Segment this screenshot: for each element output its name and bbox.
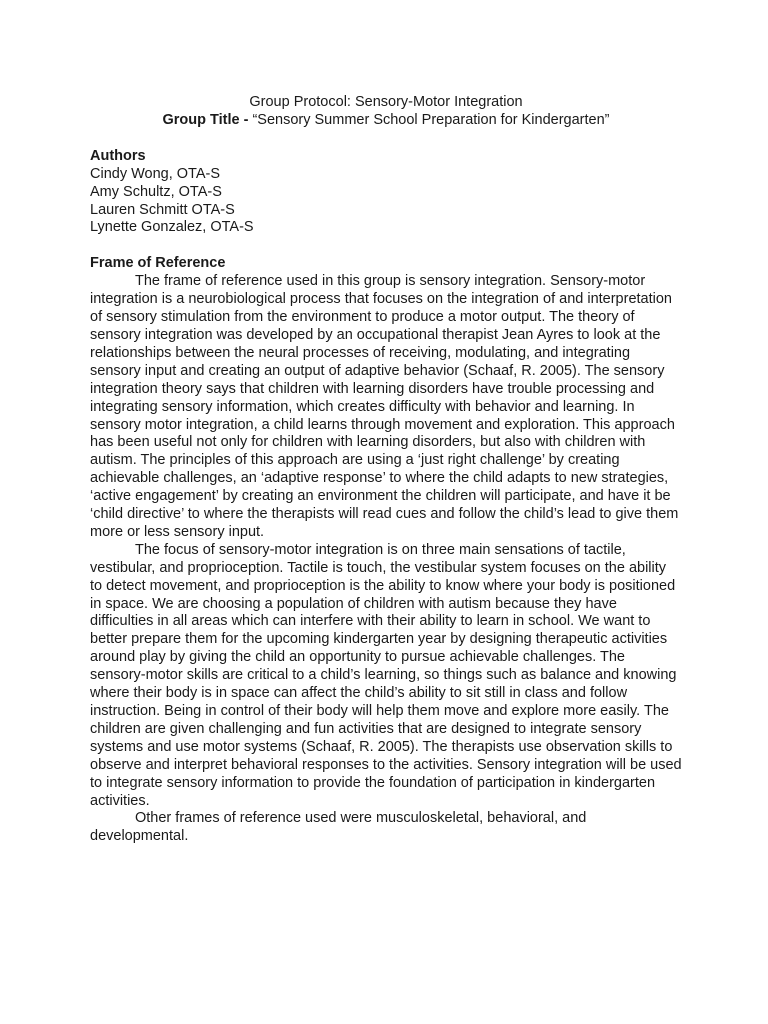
body-paragraph: Other frames of reference used were musculoskeletal, behavioral, and developmental. xyxy=(90,810,587,845)
author-item: Lauren Schmitt OTA-S xyxy=(90,201,235,218)
protocol-title: Group Protocol: Sensory-Motor Integration xyxy=(249,94,523,110)
author-item: Lynette Gonzalez, OTA-S xyxy=(90,219,254,236)
author-item: Amy Schultz, OTA-S xyxy=(90,183,222,200)
author-item: Cindy Wong, OTA-S xyxy=(90,165,221,182)
body-paragraph: The focus of sensory-motor integration is on three main sensations of tactile, vestibular, and proprioception. Tactile is touch, the vestibular system focuses on the ability to detect movement, and proprioception is the ability to know where your body is positioned in space. We are choosing a population of children with autism because they have difficulties in all areas which can interfere with their ability to learn in school. We want to better prepare them for the upcoming kindergarten year by designing therapeutic activities around play by giving the child an opportunity to pursue achievable challenges. The sensory-motor skills are critical to a child’s learning, so things such as balance and knowing where their body is in space can affect the child’s ability to sit still in class and follow instruction. Being in control of their body will help them move and explore more easily. The children are given challenging and fun activities that are designed to integrate sensory systems and use motor systems (Schaaf, R. 2005). The therapists use observation skills to observe and interpret behavioral responses to the activities. Sensory integration will be used to integrate sensory information to provide the foundation of participation in kindergarten activities. xyxy=(90,541,682,809)
frame-of-reference-heading: Frame of Reference xyxy=(90,255,226,272)
authors-list xyxy=(90,166,682,238)
group-title xyxy=(90,112,682,130)
document-page xyxy=(90,94,682,846)
group-title-label: Group Title - xyxy=(162,111,253,128)
authors-heading: Authors xyxy=(90,147,146,164)
body-paragraph: The frame of reference used in this group is sensory integration. Sensory-motor integration is a neurobiological process that focuses on the integration of and interpretation of sensory stimulation from the environment to produce a motor output. The theory of sensory integration was developed by an occupational therapist Jean Ayres to look at the relationships between the neural processes of receiving, modulating, and integrating sensory input and creating an output of adaptive behavior (Schaaf, R. 2005). The sensory integration theory says that children with learning disorders have trouble processing and integrating sensory information, which creates difficulty with behavior and learning. In sensory motor integration, a child learns through movement and exploration. This approach has been useful not only for children with learning disorders, but also with children with autism. The principles of this approach are using a ‘just right challenge’ by creating achievable challenges, an ‘adaptive response’ to where the child adapts to new strategies, ‘active engagement’ by creating an environment the children will participate, and have it be ‘child directive’ to where the therapists will read cues and follow the child’s lead to give them more or less sensory input. xyxy=(90,273,679,540)
group-title-value: “Sensory Summer School Preparation for Kindergarten” xyxy=(252,111,610,128)
